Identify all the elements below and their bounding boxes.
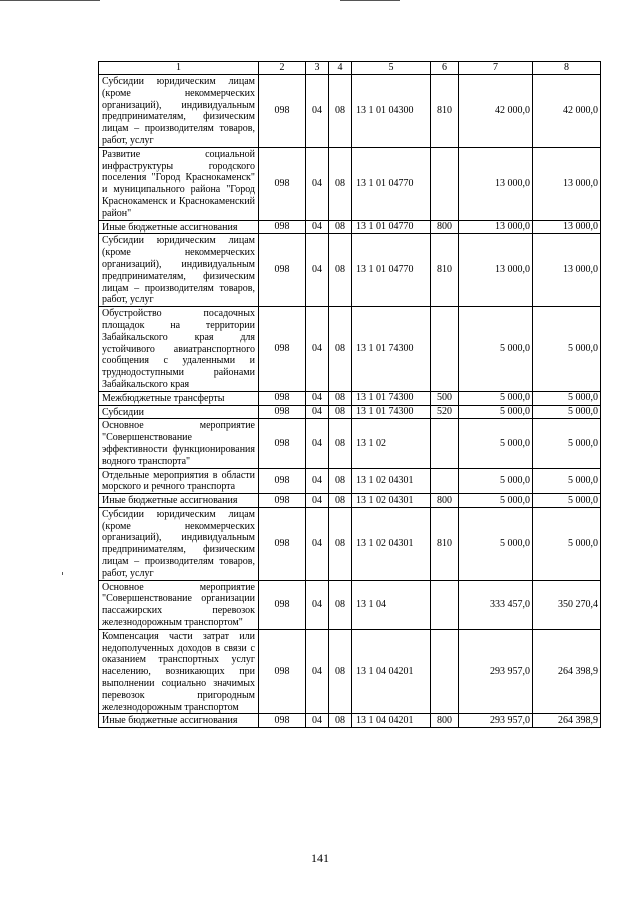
scan-mark-top-left	[0, 0, 100, 1]
section-code-cell: 04	[306, 75, 329, 148]
section-code-cell: 04	[306, 507, 329, 580]
header-cell: 4	[329, 62, 352, 75]
ministry-code-cell: 098	[259, 405, 306, 419]
amount-year1-cell: 293 957,0	[459, 714, 533, 728]
ministry-code-cell: 098	[259, 75, 306, 148]
amount-year2-cell: 264 398,9	[533, 714, 601, 728]
amount-year1-cell: 5 000,0	[459, 507, 533, 580]
subsection-code-cell: 08	[329, 147, 352, 220]
table-row	[99, 220, 601, 234]
amount-year1-cell: 5 000,0	[459, 419, 533, 468]
subsection-code-cell: 08	[329, 494, 352, 508]
ministry-code-cell: 098	[259, 714, 306, 728]
subsection-code-cell: 08	[329, 714, 352, 728]
table-row	[99, 494, 601, 508]
expense-type-cell: 810	[431, 507, 459, 580]
section-code-cell: 04	[306, 419, 329, 468]
expense-type-cell	[431, 629, 459, 714]
table-row	[99, 714, 601, 728]
section-code-cell: 04	[306, 307, 329, 392]
expense-type-cell: 520	[431, 405, 459, 419]
section-code-cell: 04	[306, 220, 329, 234]
amount-year1-cell: 5 000,0	[459, 405, 533, 419]
subsection-code-cell: 08	[329, 405, 352, 419]
amount-year1-cell: 5 000,0	[459, 468, 533, 494]
section-code-cell: 04	[306, 391, 329, 405]
scan-mark-left	[62, 572, 63, 575]
section-code-cell: 04	[306, 405, 329, 419]
expense-type-cell: 810	[431, 75, 459, 148]
expense-type-cell: 800	[431, 220, 459, 234]
section-code-cell: 04	[306, 580, 329, 629]
amount-year2-cell: 13 000,0	[533, 234, 601, 307]
scan-mark-top-center	[340, 0, 400, 1]
amount-year2-cell: 13 000,0	[533, 220, 601, 234]
section-code-cell: 04	[306, 494, 329, 508]
table-row	[99, 405, 601, 419]
amount-year2-cell: 5 000,0	[533, 507, 601, 580]
ministry-code-cell: 098	[259, 507, 306, 580]
target-article-cell: 13 1 01 04770	[352, 234, 431, 307]
ministry-code-cell: 098	[259, 234, 306, 307]
amount-year1-cell: 42 000,0	[459, 75, 533, 148]
table-row	[99, 234, 601, 307]
target-article-cell: 13 1 04 04201	[352, 714, 431, 728]
expense-type-cell	[431, 307, 459, 392]
ministry-code-cell: 098	[259, 494, 306, 508]
amount-year2-cell: 5 000,0	[533, 405, 601, 419]
row-name-cell: Развитие социальной инфраструктуры городского поселения "Город Краснокаменск" и муниципального района "Город Краснокаменск и Краснокаменский район"	[99, 147, 259, 220]
section-code-cell: 04	[306, 629, 329, 714]
table-header-row	[99, 62, 601, 75]
amount-year2-cell: 264 398,9	[533, 629, 601, 714]
row-name-cell: Субсидии	[99, 405, 259, 419]
target-article-cell: 13 1 01 04770	[352, 220, 431, 234]
section-code-cell: 04	[306, 234, 329, 307]
header-cell: 2	[259, 62, 306, 75]
table-row	[99, 468, 601, 494]
subsection-code-cell: 08	[329, 220, 352, 234]
target-article-cell: 13 1 01 74300	[352, 391, 431, 405]
subsection-code-cell: 08	[329, 507, 352, 580]
header-cell: 5	[352, 62, 431, 75]
amount-year1-cell: 13 000,0	[459, 147, 533, 220]
section-code-cell: 04	[306, 468, 329, 494]
subsection-code-cell: 08	[329, 468, 352, 494]
expense-type-cell: 800	[431, 494, 459, 508]
amount-year2-cell: 5 000,0	[533, 494, 601, 508]
header-cell: 8	[533, 62, 601, 75]
row-name-cell: Субсидии юридическим лицам (кроме некоммерческих организаций), индивидуальным предпринимателям, физическим лицам – производителям товаров, работ, услуг	[99, 75, 259, 148]
amount-year1-cell: 5 000,0	[459, 391, 533, 405]
table-row	[99, 307, 601, 392]
target-article-cell: 13 1 02 04301	[352, 507, 431, 580]
expense-type-cell	[431, 147, 459, 220]
ministry-code-cell: 098	[259, 580, 306, 629]
expense-type-cell: 800	[431, 714, 459, 728]
header-cell: 3	[306, 62, 329, 75]
section-code-cell: 04	[306, 147, 329, 220]
ministry-code-cell: 098	[259, 147, 306, 220]
target-article-cell: 13 1 01 04300	[352, 75, 431, 148]
row-name-cell: Иные бюджетные ассигнования	[99, 714, 259, 728]
ministry-code-cell: 098	[259, 391, 306, 405]
table-body	[99, 62, 601, 728]
table-row	[99, 147, 601, 220]
ministry-code-cell: 098	[259, 629, 306, 714]
table-row	[99, 507, 601, 580]
budget-table	[98, 61, 601, 728]
subsection-code-cell: 08	[329, 580, 352, 629]
page-number: 141	[311, 851, 329, 865]
section-code-cell: 04	[306, 714, 329, 728]
target-article-cell: 13 1 01 04770	[352, 147, 431, 220]
target-article-cell: 13 1 04 04201	[352, 629, 431, 714]
row-name-cell: Субсидии юридическим лицам (кроме некоммерческих организаций), индивидуальным предпринимателям, физическим лицам – производителям товаров, работ, услуг	[99, 234, 259, 307]
amount-year2-cell: 5 000,0	[533, 307, 601, 392]
subsection-code-cell: 08	[329, 75, 352, 148]
table-row	[99, 580, 601, 629]
amount-year2-cell: 5 000,0	[533, 419, 601, 468]
table-row	[99, 629, 601, 714]
subsection-code-cell: 08	[329, 419, 352, 468]
amount-year2-cell: 5 000,0	[533, 468, 601, 494]
subsection-code-cell: 08	[329, 234, 352, 307]
header-cell: 1	[99, 62, 259, 75]
target-article-cell: 13 1 02	[352, 419, 431, 468]
row-name-cell: Компенсация части затрат или недополученных доходов в связи с оказанием транспортных услуг населению, возникающих при выполнении социально значимых перевозок пригородным железнодорожным транспортом	[99, 629, 259, 714]
row-name-cell: Субсидии юридическим лицам (кроме некоммерческих организаций), индивидуальным предпринимателям, физическим лицам – производителям товаров, работ, услуг	[99, 507, 259, 580]
expense-type-cell: 500	[431, 391, 459, 405]
subsection-code-cell: 08	[329, 307, 352, 392]
target-article-cell: 13 1 04	[352, 580, 431, 629]
table-row	[99, 75, 601, 148]
amount-year2-cell: 13 000,0	[533, 147, 601, 220]
ministry-code-cell: 098	[259, 419, 306, 468]
amount-year2-cell: 350 270,4	[533, 580, 601, 629]
amount-year1-cell: 5 000,0	[459, 494, 533, 508]
amount-year2-cell: 42 000,0	[533, 75, 601, 148]
row-name-cell: Основное мероприятие "Совершенствование организации пассажирских перевозок железнодорожным транспортом"	[99, 580, 259, 629]
table-row	[99, 419, 601, 468]
table-row	[99, 391, 601, 405]
subsection-code-cell: 08	[329, 391, 352, 405]
target-article-cell: 13 1 02 04301	[352, 494, 431, 508]
row-name-cell: Основное мероприятие "Совершенствование эффективности функционирования водного транспорта"	[99, 419, 259, 468]
amount-year1-cell: 5 000,0	[459, 307, 533, 392]
row-name-cell: Иные бюджетные ассигнования	[99, 220, 259, 234]
target-article-cell: 13 1 01 74300	[352, 307, 431, 392]
target-article-cell: 13 1 02 04301	[352, 468, 431, 494]
expense-type-cell	[431, 419, 459, 468]
expense-type-cell	[431, 468, 459, 494]
row-name-cell: Отдельные мероприятия в области морского и речного транспорта	[99, 468, 259, 494]
amount-year1-cell: 13 000,0	[459, 234, 533, 307]
amount-year1-cell: 333 457,0	[459, 580, 533, 629]
ministry-code-cell: 098	[259, 220, 306, 234]
expense-type-cell	[431, 580, 459, 629]
ministry-code-cell: 098	[259, 468, 306, 494]
expense-type-cell: 810	[431, 234, 459, 307]
ministry-code-cell: 098	[259, 307, 306, 392]
amount-year1-cell: 293 957,0	[459, 629, 533, 714]
amount-year2-cell: 5 000,0	[533, 391, 601, 405]
amount-year1-cell: 13 000,0	[459, 220, 533, 234]
target-article-cell: 13 1 01 74300	[352, 405, 431, 419]
header-cell: 7	[459, 62, 533, 75]
header-cell: 6	[431, 62, 459, 75]
row-name-cell: Обустройство посадочных площадок на территории Забайкальского края для устойчивого авиатранспортного сообщения с удаленными и труднодоступными районами Забайкальского края	[99, 307, 259, 392]
row-name-cell: Иные бюджетные ассигнования	[99, 494, 259, 508]
row-name-cell: Межбюджетные трансферты	[99, 391, 259, 405]
subsection-code-cell: 08	[329, 629, 352, 714]
